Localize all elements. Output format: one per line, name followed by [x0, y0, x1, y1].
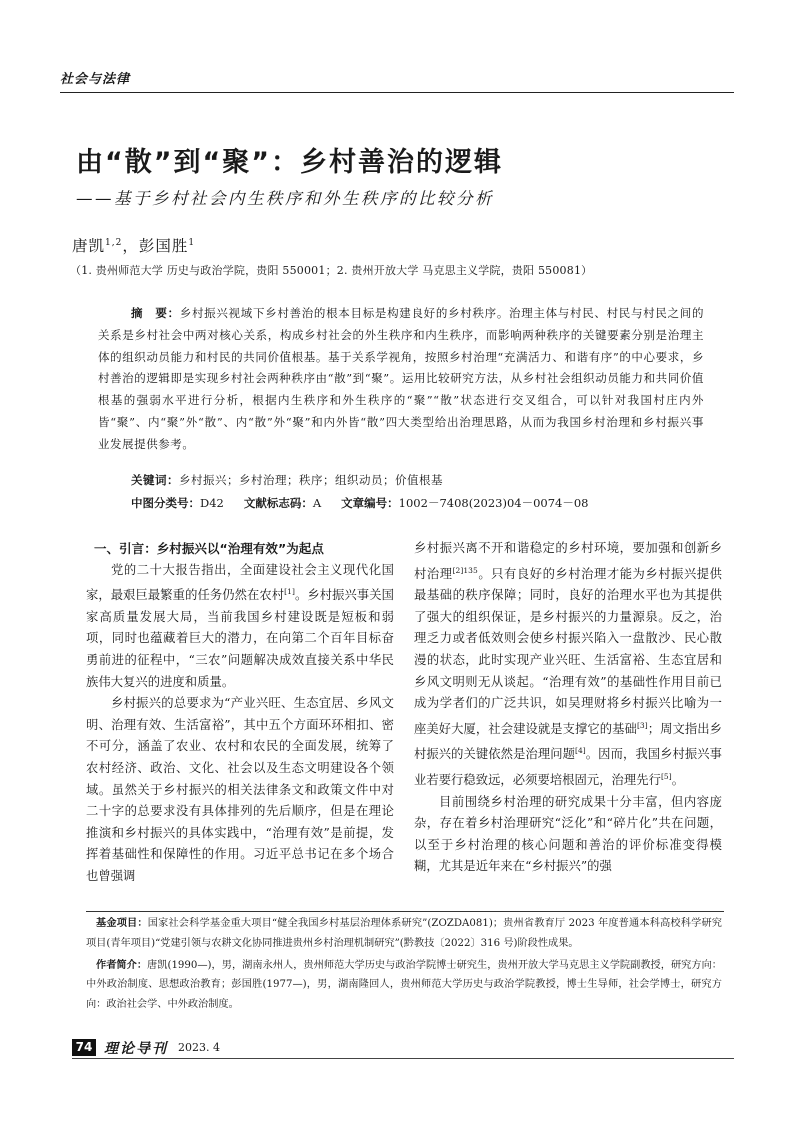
classification-line — [131, 495, 588, 511]
author-name: 彭国胜 — [138, 237, 189, 255]
body-paragraph: 目前围绕乡村治理的研究成果十分丰富，但内容庞杂，存在着乡村治理研究“泛化”和“碎片化”共在问题，以至于乡村治理的核心问题和善治的评价标准变得模糊，尤其是近年来在“乡村振兴”的强 — [414, 794, 722, 874]
funding-label: 基金项目： — [96, 918, 148, 929]
footer-rule — [72, 1058, 734, 1059]
section-heading-intro: 一、引言：乡村振兴以“治理有效”为起点 — [94, 541, 324, 556]
doc-code-value: A — [312, 496, 322, 510]
keywords-label: 关键词： — [131, 473, 179, 487]
author-name: 唐凯 — [72, 237, 106, 255]
journal-name: 理论导刊 — [104, 1041, 168, 1057]
header-rule — [60, 92, 734, 93]
clc-label: 中图分类号： — [131, 496, 200, 510]
body-paragraph: 乡村振兴的总要求为“产业兴旺、生态宜居、乡风文明、治理有效、生活富裕”，其中五个方面环环相扣、密不可分，涵盖了农业、农村和农民的全面发展，统筹了农村经济、政治、文化、社会以及生态文明建设各个领域。虽然关于乡村振兴的相关法律条文和政策文件中对二十字的总要求没有具体排列的先后顺序，但是在理论推演和乡村振兴的具体实践中，“治理有效”是前提，发挥着基础性和保障性的作用。习近平总书记在多个场合也曾强调 — [86, 696, 394, 883]
footnote-rule — [86, 911, 724, 912]
body-column-left — [86, 538, 394, 888]
affiliations: （1. 贵州师范大学 历史与政治学院，贵阳 550001；2. 贵州开放大学 马克思主义学院，贵阳 550081） — [70, 264, 593, 277]
author-affil-mark: 1 — [188, 238, 196, 248]
body-column-right — [414, 538, 722, 878]
citation: [5] — [660, 771, 672, 781]
author-line — [72, 234, 195, 256]
article-subtitle: ——基于乡村社会内生秩序和外生秩序的比较分析 — [76, 189, 494, 208]
keywords-text: 乡村振兴；乡村治理；秩序；组织动员；价值根基 — [179, 473, 443, 487]
abstract — [98, 303, 704, 456]
author-bio-note: 作者简介：唐凯(1990—)，男，湖南永州人，贵州师范大学历史与政治学院博士研究生，贵州开放大学马克思主义学院副教授，研究方向：中外政治制度、思想政治教育；彭国胜(1977—)，男，湖南隆回人，贵州师范大学历史与政治学院教授，博士生导师，社会学博士，研究方向：政治社会学、中外政治制度。 — [86, 959, 722, 1011]
section-heading: 社会与法律 — [60, 72, 131, 87]
keywords — [131, 472, 443, 488]
body-paragraph: 乡村振兴离不开和谐稳定的乡村环境，要加强和创新乡村治理$^{[2]135}$。只有良好的乡村治理才能为乡村振兴提供最基础的秩序保障；同时，良好的治理水平也为其提供了强大的组织保证，是乡村振兴的力量源泉。反之，治理乏力或者低效则会使乡村振兴陷入一盘散沙、民心散漫的状态，此时实现产业兴旺、生活富裕、生态宜居和乡风文明则无从谈起。“治理有效”的基础性作用目前已成为学者们的广泛共识，如吴理财将乡村振兴比喻为一座美好大厦，社会建设就是支撑它的基础[3]；周文指出乡村振兴的关键依然是治理问题[4]。因而，我国乡村振兴事业若要行稳致远，必须要培根固元，治理先行[5]。 — [414, 541, 722, 787]
author-affil-mark: 1,2 — [105, 238, 123, 248]
doc-code-label: 文献标志码： — [243, 496, 313, 510]
citation: [1] — [284, 587, 295, 597]
article-title: 由“散”到“聚”：乡村善治的逻辑 — [76, 147, 503, 178]
abstract-label: 摘 要： — [131, 306, 180, 320]
article-no-value: 1002－7408(2023)04－0074－08 — [398, 496, 589, 510]
citation: [2]135 — [452, 565, 478, 575]
citation: [3] — [636, 720, 648, 730]
funding-note: 基金项目：国家社会科学基金重大项目“健全我国乡村基层治理体系研究”(ZOZDA081)；贵州省教育厅 2023 年度普通本科高校科学研究项目(青年项目)“党建引领与农耕文化协同推进贵州乡村治理机制研究”(黔教技〔2022〕316 号)阶段性成果。 — [86, 918, 722, 949]
author-bio-label: 作者简介： — [96, 959, 148, 971]
clc-value: D42 — [200, 496, 224, 510]
abstract-text: 乡村振兴视域下乡村善治的根本目标是构建良好的乡村秩序。治理主体与村民、村民与村民之间的关系是乡村社会中两对核心关系，构成乡村社会的外生秩序和内生秩序，而影响两种秩序的关键要素分别是治理主体的组织动员能力和村民的共同价值根基。基于关系学视角，按照乡村治理“充满活力、和谐有序”的中心要求，乡村善治的逻辑即是实现乡村社会两种秩序由“散”到“聚”。运用比较研究方法，从乡村社会组织动员能力和共同价值根基的强弱水平进行分析，根据内生秩序和外生秩序的“聚”“散”状态进行交叉组合，可以针对我国村庄内外皆“聚”、内“聚”外“散”、内“散”外“聚”和内外皆“散”四大类型给出治理思路，从而为我国乡村治理和乡村振兴事业发展提供参考。 — [98, 306, 704, 451]
footnotes — [86, 914, 722, 1017]
citation: [4] — [574, 746, 586, 756]
body-paragraph: 党的二十大报告指出，全面建设社会主义现代化国家，最艰巨最繁重的任务仍然在农村[1]。乡村振兴事关国家高质量发展大局，当前我国乡村建设既是短板和弱项，同时也蕴藏着巨大的潜力，在向第二个百年目标奋勇前进的征程中，“三农”问题解决成效直接关系中华民族伟大复兴的进度和质量。 — [86, 562, 394, 689]
page-number: 74 — [72, 1039, 96, 1056]
author-separator: ， — [122, 237, 139, 255]
article-no-label: 文章编号： — [341, 496, 399, 510]
journal-issue: 2023. 4 — [178, 1041, 220, 1054]
